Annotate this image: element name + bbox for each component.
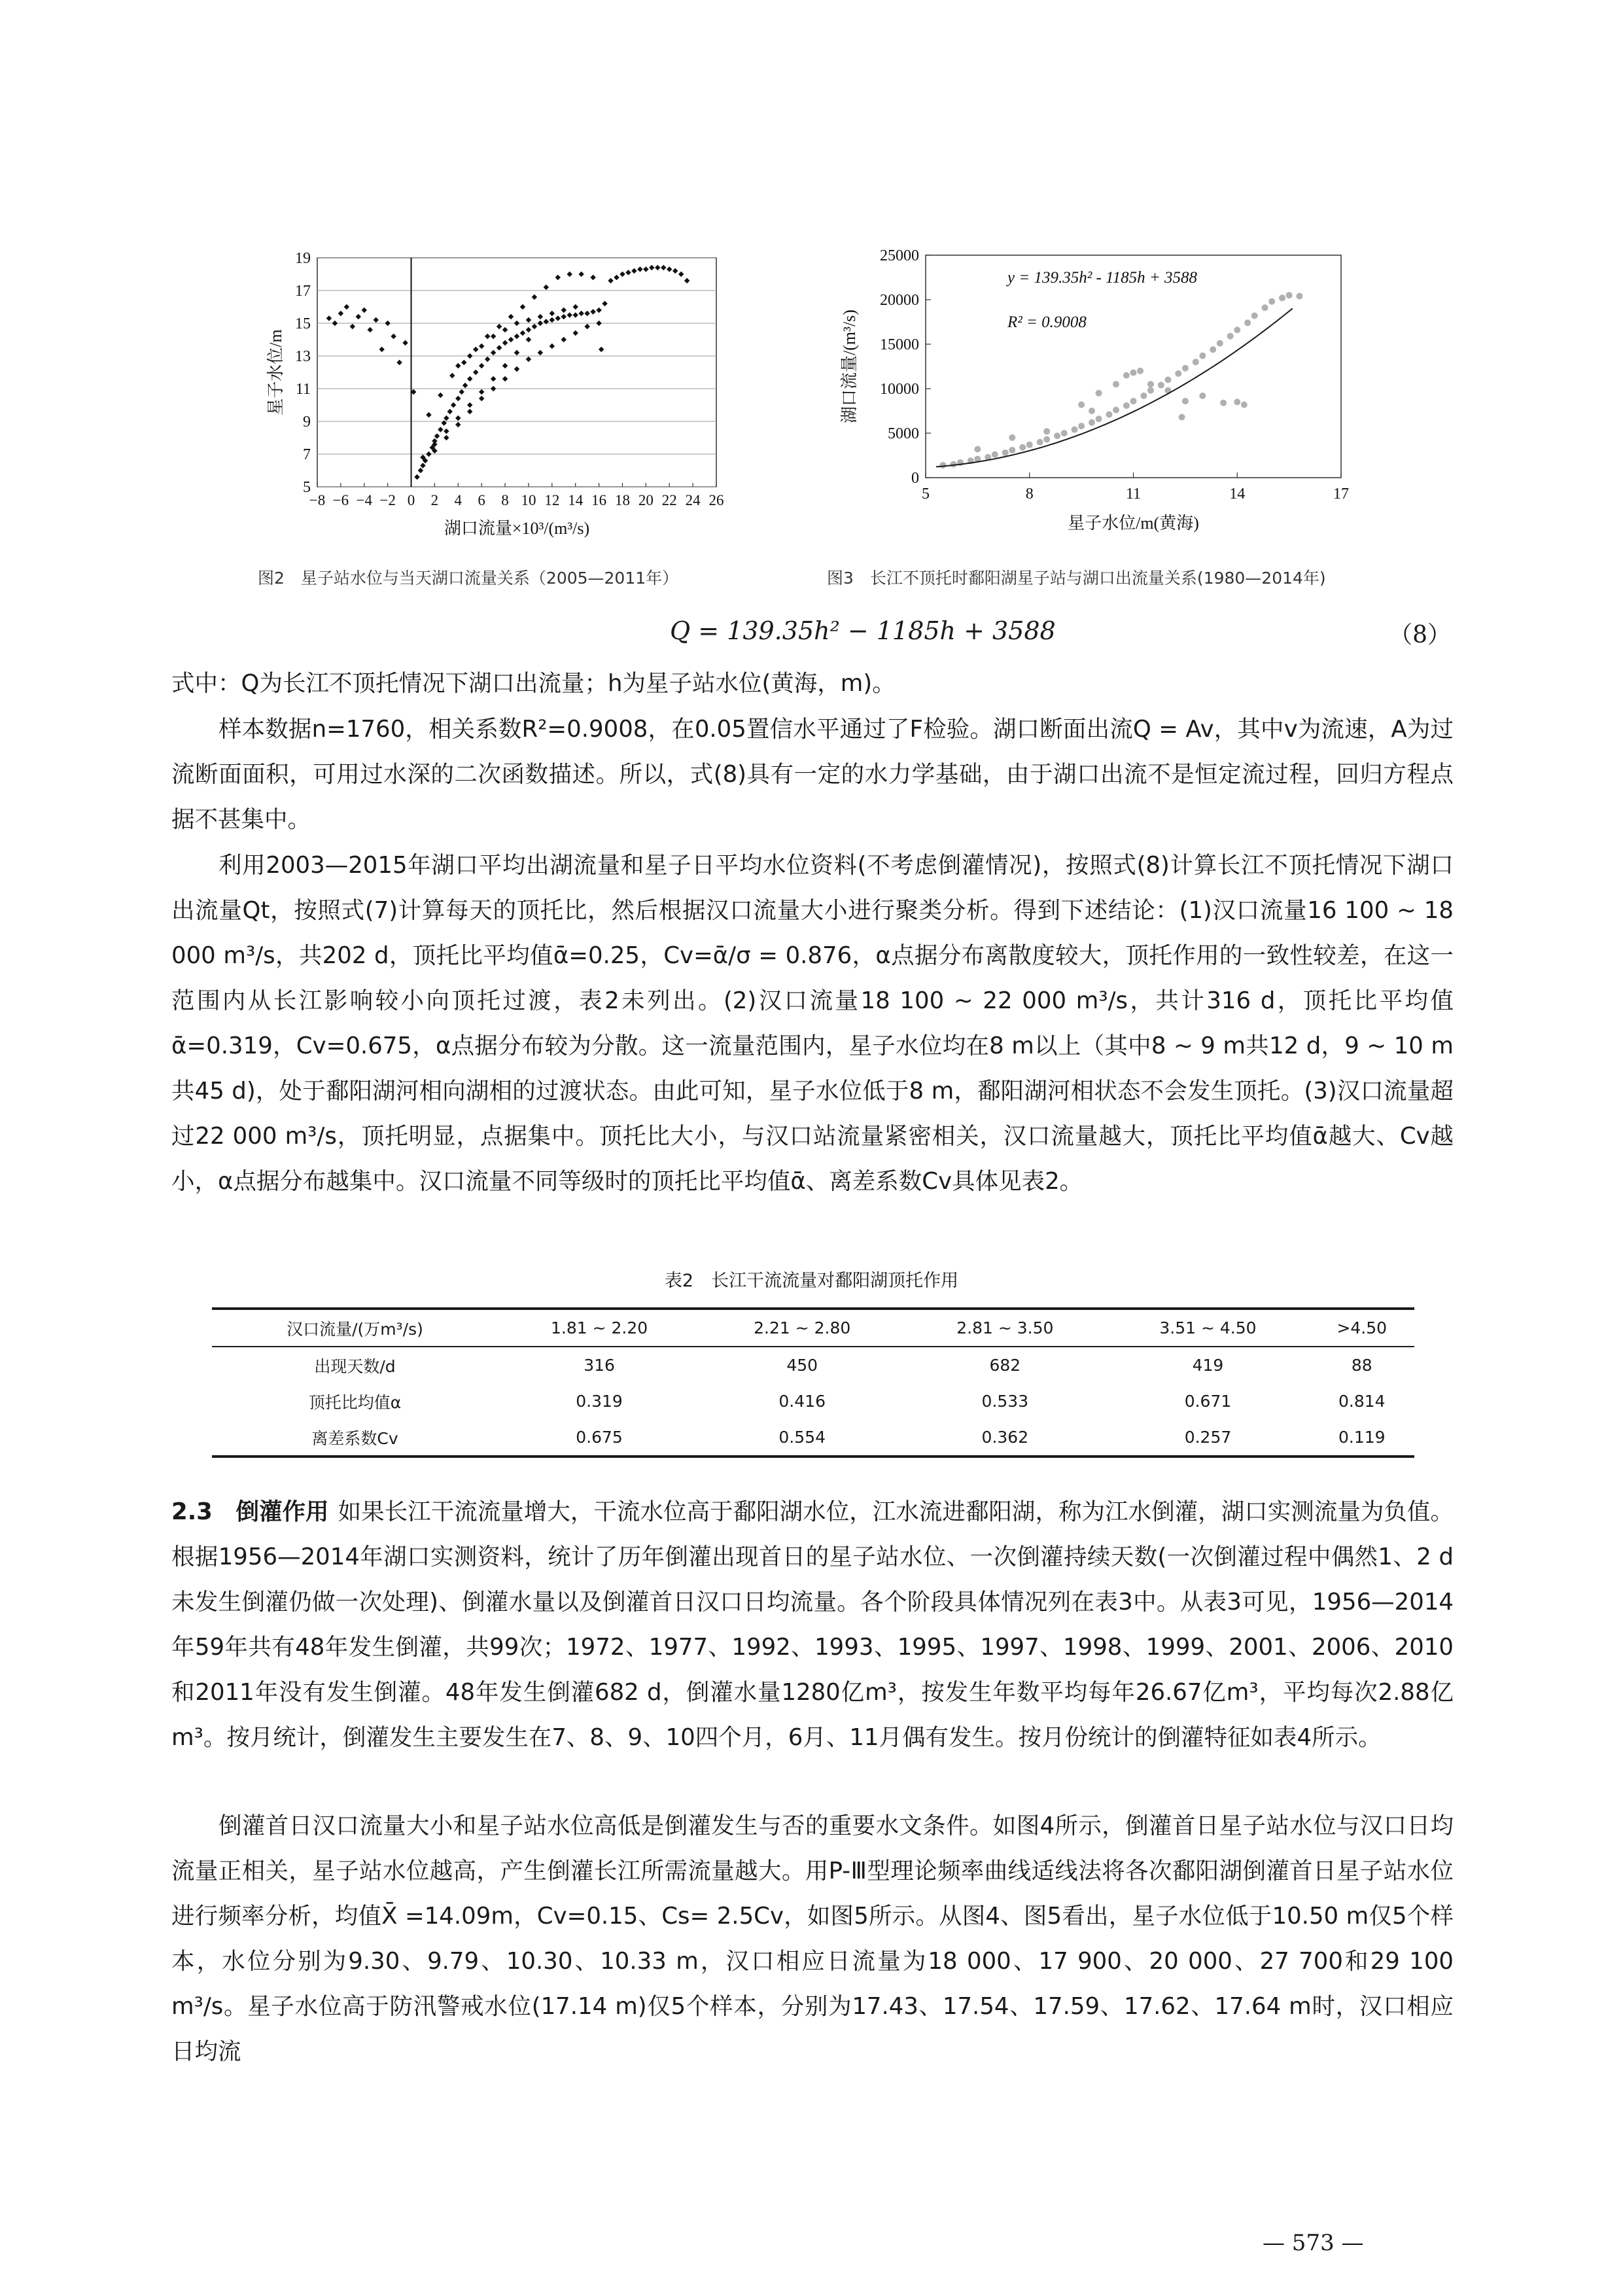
data-point (1043, 428, 1050, 434)
data-point (1096, 415, 1102, 422)
data-point (1043, 436, 1050, 443)
x-tick-label: −8 (309, 492, 326, 508)
data-point (485, 334, 490, 339)
y-tick-label: 7 (303, 446, 311, 463)
data-point (491, 386, 496, 391)
section-title: 倒灌作用 (236, 1498, 329, 1525)
table-cell: 419 (1192, 1356, 1224, 1375)
data-point (326, 315, 332, 321)
data-point (667, 266, 672, 272)
x-tick-label: 14 (568, 492, 584, 508)
equation-8 (171, 616, 1451, 656)
data-point (526, 317, 531, 323)
data-point (491, 376, 496, 381)
x-tick-label: 22 (661, 492, 677, 508)
data-point (526, 337, 531, 342)
data-point (402, 340, 408, 345)
data-point (532, 294, 537, 300)
data-point (385, 321, 390, 326)
data-point (1241, 401, 1248, 408)
data-point (1130, 398, 1137, 404)
data-point (1089, 408, 1095, 414)
table-cell: 顶托比均值α (308, 1392, 402, 1412)
data-point (550, 344, 555, 349)
table-header-cell: 1.81 ~ 2.20 (498, 1309, 701, 1347)
section-2-3-paragraph (171, 1489, 1454, 1760)
x-tick-label: 26 (708, 492, 724, 508)
data-point (497, 345, 502, 350)
data-point (1106, 411, 1112, 417)
plot-frame (926, 255, 1341, 478)
y-tick-label: 20000 (880, 292, 919, 309)
x-tick-label: 0 (407, 492, 415, 508)
data-point (502, 376, 508, 381)
data-point (479, 363, 484, 368)
data-point (455, 415, 461, 421)
data-point (449, 373, 455, 378)
figure-3-scatter-chart (834, 243, 1357, 557)
table-2-caption: 表2 长江干流流量对鄱阳湖顶托作用 (664, 1271, 959, 1291)
data-point (462, 383, 468, 388)
data-point (578, 272, 584, 277)
data-point (379, 347, 384, 352)
data-point (467, 409, 472, 414)
data-point (479, 389, 484, 395)
data-point (584, 311, 589, 316)
data-point (572, 304, 578, 309)
data-point (473, 347, 478, 352)
paragraph-backflow-conditions: 倒灌首日汉口流量大小和星子站水位高低是倒灌发生与否的重要水文条件。如图4所示，倒灌首日星子站水位与汉口日均流量正相关，星子站水位越高，产生倒灌长江所需流量越大。用P-Ⅲ型理论频率曲线适线法将各次鄱阳湖倒灌首日星子站水位进行频率分析，均值X̄ =14.09m，Cv=0.15、Cs= 2.5Cv，如图5所示。从图4、图5看出，星子水位低于10.50 m仅5个样本，水位分别为9.30、9.79、10.30、10.33 m，汉口相应日流量为18 000、17 900、20 000、27 700和29 100 m³/s。星子水位高于防汛警戒水位(17.14 m)仅5个样本，分别为17.43、17.54、17.59、17.62、17.64 m时，汉口相应日均流 (171, 1812, 1454, 2065)
x-tick-label: 17 (1333, 486, 1349, 503)
data-point (426, 451, 431, 457)
data-point (1123, 372, 1130, 379)
data-point (479, 344, 484, 349)
data-point (1140, 393, 1147, 399)
data-point (550, 317, 555, 323)
data-point (514, 366, 519, 372)
data-point (643, 266, 648, 272)
data-point (508, 314, 514, 319)
table-cell: 0.675 (498, 1419, 701, 1457)
data-point (455, 363, 461, 368)
table-header-cell: 3.51 ~ 4.50 (1106, 1309, 1309, 1347)
data-point (1019, 444, 1026, 451)
figure-2-caption: 图2 星子站水位与当天湖口流量关系（2005—2011年） (258, 569, 679, 588)
data-point (1061, 430, 1068, 436)
table-cell: 88 (1351, 1356, 1372, 1375)
data-point (614, 275, 619, 280)
data-point (1199, 353, 1206, 359)
data-point (444, 429, 449, 434)
data-point (455, 396, 461, 401)
data-point (514, 350, 519, 355)
x-tick-label: 16 (591, 492, 607, 508)
data-point (502, 340, 508, 345)
data-point (678, 272, 684, 277)
data-point (414, 474, 419, 480)
data-point (567, 312, 572, 317)
data-point (590, 309, 595, 314)
data-point (578, 311, 584, 316)
data-point (344, 304, 349, 309)
data-point (1026, 442, 1033, 448)
data-point (992, 451, 998, 458)
data-point (1164, 376, 1171, 383)
data-point (544, 285, 549, 290)
x-tick-label: 12 (544, 492, 560, 508)
x-tick-label: 5 (922, 486, 930, 503)
table-cell: 0.671 (1184, 1392, 1232, 1411)
paragraph-where: 式中：Q为长江不顶托情况下湖口出流量；h为星子站水位(黄海，m)。 (171, 670, 896, 697)
data-point (526, 327, 531, 332)
data-point (1078, 401, 1085, 408)
data-point (1199, 393, 1206, 399)
data-point (350, 324, 355, 329)
data-point (572, 312, 578, 317)
data-point (1137, 368, 1143, 374)
data-point (444, 415, 449, 421)
data-point (1262, 304, 1268, 311)
table-cell: 0.533 (981, 1392, 1029, 1411)
data-point (567, 272, 572, 277)
x-tick-label: 20 (638, 492, 654, 508)
x-tick-label: 24 (685, 492, 701, 508)
data-point (338, 311, 343, 316)
x-tick-label: 4 (454, 492, 462, 508)
data-point (396, 360, 402, 365)
data-point (332, 321, 338, 326)
data-point (356, 314, 361, 319)
y-tick-label: 9 (303, 414, 311, 431)
data-point (514, 334, 519, 339)
data-point (631, 268, 637, 274)
table-cell: 0.119 (1310, 1419, 1414, 1457)
x-tick-label: 8 (501, 492, 509, 508)
data-point (1037, 439, 1043, 446)
data-point (599, 347, 604, 352)
y-tick-label: 11 (295, 381, 311, 398)
x-tick-label: 10 (521, 492, 536, 508)
data-point (491, 350, 496, 355)
data-point (1009, 447, 1015, 453)
data-point (497, 324, 502, 329)
data-point (661, 265, 666, 270)
x-tick-label: 14 (1229, 486, 1246, 503)
section-2-3-text: 如果长江干流流量增大，干流水位高于鄱阳湖水位，江水流进鄱阳湖，称为江水倒灌，湖口实测流量为负值。根据1956—2014年湖口实测资料，统计了历年倒灌出现首日的星子站水位、一次倒灌持续天数(一次倒灌过程中偶然1、2 d未发生倒灌仍做一次处理)、倒灌水量以及倒灌首日汉口日均流量。各个阶段具体情况列在表3中。从表3可见，1956—2014年59年共有48年发生倒灌，共99次；1972、1977、1992、1993、1995、1997、1998、1999、2001、2006、2010和2011年没有发生倒灌。48年发生倒灌682 d，倒灌水量1280亿m³，按发生年数平均每年26.67亿m³，平均每次2.88亿m³。按月统计，倒灌发生主要发生在7、8、9、10四个月，6月、11月偶有发生。按月份统计的倒灌特征如表4所示。 (171, 1498, 1454, 1751)
data-point (532, 324, 537, 329)
data-point (520, 330, 525, 336)
data-point (1297, 293, 1303, 300)
table-header-cell: 2.21 ~ 2.80 (701, 1309, 903, 1347)
y-tick-label: 25000 (880, 247, 919, 264)
data-point (451, 402, 456, 408)
data-point (1175, 370, 1181, 377)
data-point (608, 278, 613, 283)
data-point (1113, 407, 1119, 414)
data-point (1089, 419, 1095, 426)
data-point (1054, 433, 1060, 439)
y-axis-label: 湖口流量/(m³/s) (840, 309, 859, 423)
y-tick-label: 15 (295, 315, 311, 332)
data-point (1096, 390, 1102, 397)
data-point (461, 360, 466, 365)
data-point (479, 396, 484, 401)
data-point (526, 357, 531, 362)
equation-8-formula: Q = 139.35h² − 1185h + 3588 (670, 616, 1056, 645)
table-cell: 316 (584, 1356, 615, 1375)
data-point (508, 337, 514, 342)
data-point (473, 370, 478, 375)
y-tick-label: 10000 (880, 381, 919, 398)
r-squared-label: R² = 0.9008 (1007, 313, 1087, 331)
figure-2-scatter-chart (255, 243, 752, 551)
data-point (1130, 370, 1137, 376)
x-tick-label: 8 (1025, 486, 1034, 503)
data-point (373, 317, 378, 323)
data-point (538, 314, 543, 319)
data-point (596, 308, 601, 313)
equation-8-number: （8） (1389, 622, 1451, 648)
data-point (1072, 427, 1078, 433)
data-point (590, 275, 595, 280)
data-point (391, 334, 396, 339)
data-point (655, 265, 660, 270)
data-point (620, 272, 625, 277)
data-point (649, 265, 654, 270)
data-point (1279, 294, 1285, 301)
table-cell: 682 (989, 1356, 1021, 1375)
data-point (459, 389, 464, 395)
data-point (602, 301, 607, 306)
x-axis-label: 湖口流量×10³/(m³/s) (444, 519, 590, 538)
paragraph-sample-data: 样本数据n=1760，相关系数R²=0.9008，在0.05置信水平通过了F检验。湖口断面出流Q = Av，其中v为流速，A为过流断面面积，可用过水深的二次函数描述。所以，式(8)具有一定的水力学基础，由于湖口出流不是恒定流过程，回归方程点据不甚集中。 (171, 716, 1454, 833)
table-cell: 出现天数/d (314, 1356, 396, 1376)
table-cell: 0.554 (701, 1419, 903, 1457)
data-point (1234, 398, 1240, 405)
y-tick-label: 15000 (880, 336, 919, 353)
data-point (637, 266, 642, 272)
data-point (672, 268, 678, 274)
data-point (625, 270, 631, 275)
y-tick-label: 13 (295, 348, 311, 365)
data-point (1182, 365, 1189, 372)
data-point (1123, 402, 1130, 409)
data-point (561, 308, 567, 313)
data-point (362, 308, 367, 313)
table-2 (212, 1307, 1414, 1458)
data-point (455, 422, 461, 427)
table-header-cell: >4.50 (1310, 1309, 1414, 1347)
data-point (1147, 387, 1154, 394)
paragraph-analysis: 利用2003—2015年湖口平均出湖流量和星子日平均水位资料(不考虑倒灌情况)，按照式(8)计算长江不顶托情况下湖口出流量Qt，按照式(7)计算每天的顶托比，然后根据汉口流量大小进行聚类分析。得到下述结论：(1)汉口流量16 100 ~ 18 000 m³/s，共202 d，顶托比平均值ᾱ=0.25，Cv=ᾱ/σ = 0.876，α点据分布离散度较大，顶托作用的一致性较差，在这一范围内从长江影响较小向顶托过渡，表2未列出。(2)汉口流量18 100 ~ 22 000 m³/s，共计316 d，顶托比平均值ᾱ=0.319，Cv=0.675，α点据分布较为分散。这一流量范围内，星子水位均在8 m以上（其中8 ~ 9 m共12 d，9 ~ 10 m共45 d)，处于鄱阳湖河相向湖相的过渡状态。由此可知，星子水位低于8 m，鄱阳湖河相状态不会发生顶托。(3)汉口流量超过22 000 m³/s，顶托明显，点据集中。顶托比大小，与汉口站流量紧密相关，汉口流量越大，顶托比平均值ᾱ越大、Cv越小，α点据分布越集中。汉口流量不同等级时的顶托比平均值ᾱ、离差系数Cv具体见表2。 (171, 852, 1454, 1195)
table-row (212, 1347, 1414, 1383)
table-cell: 离差系数Cv (212, 1419, 498, 1457)
fit-equation-label: y = 139.35h² - 1185h + 3588 (1007, 269, 1198, 287)
data-point (1193, 359, 1199, 365)
data-point (1009, 434, 1015, 441)
y-tick-label: 19 (295, 250, 311, 267)
data-point (444, 435, 449, 440)
data-point (418, 468, 423, 473)
data-point (561, 314, 567, 319)
data-point (1002, 450, 1009, 456)
data-point (1217, 340, 1223, 347)
y-tick-label: 5 (303, 479, 311, 496)
data-point (434, 433, 440, 438)
data-point (467, 402, 472, 408)
x-axis-label: 星子水位/m(黄海) (1068, 514, 1199, 533)
data-point (1227, 333, 1234, 340)
x-tick-label: −6 (332, 492, 349, 508)
table-cell: 0.814 (1338, 1392, 1386, 1411)
data-point (1244, 319, 1251, 326)
data-point (596, 321, 601, 326)
data-point (467, 376, 472, 381)
table-cell: 0.257 (1106, 1419, 1309, 1457)
y-axis-label: 星子水位/m (266, 329, 285, 415)
data-point (1113, 381, 1119, 387)
table-header-cell: 汉口流量/(万m³/s) (212, 1309, 498, 1347)
data-point (1182, 398, 1189, 404)
section-number: 2.3 (171, 1498, 213, 1525)
table-header-row (212, 1309, 1414, 1347)
data-point (1078, 423, 1085, 429)
data-point (485, 357, 490, 362)
plot-frame (317, 258, 716, 487)
data-point (502, 327, 508, 332)
data-point (572, 330, 578, 336)
y-tick-label: 17 (295, 283, 311, 300)
data-point (538, 350, 543, 355)
y-tick-label: 0 (911, 470, 919, 487)
data-point (1286, 292, 1293, 298)
data-point (438, 427, 443, 432)
table-cell: 0.319 (576, 1392, 623, 1411)
data-point (514, 321, 519, 326)
data-point (555, 315, 561, 321)
data-point (974, 446, 981, 452)
data-point (367, 327, 372, 332)
data-point (420, 463, 425, 468)
x-tick-label: −2 (379, 492, 396, 508)
data-point (426, 412, 431, 417)
data-point (939, 462, 946, 468)
data-point (502, 363, 508, 368)
data-point (1158, 382, 1164, 389)
data-point (561, 337, 567, 342)
data-point (491, 334, 496, 339)
table-cell: 450 (786, 1356, 818, 1375)
figure-3-caption: 图3 长江不顶托时鄱阳湖星子站与湖口出流量关系(1980—2014年) (827, 569, 1326, 588)
data-point (684, 278, 689, 283)
data-point (1220, 400, 1227, 406)
x-tick-label: 11 (1125, 486, 1142, 503)
data-point (1251, 312, 1258, 319)
table-row (212, 1419, 1414, 1457)
x-tick-label: 2 (430, 492, 439, 508)
table-header-cell: 2.81 ~ 3.50 (903, 1309, 1106, 1347)
table-row (212, 1383, 1414, 1419)
data-point (1210, 346, 1216, 353)
x-tick-label: 6 (478, 492, 485, 508)
data-point (520, 304, 525, 309)
table-cell: 0.362 (903, 1419, 1106, 1457)
x-tick-label: −4 (356, 492, 373, 508)
data-point (584, 324, 589, 329)
page-number: — 573 — (1263, 2230, 1364, 2256)
table-cell: 0.416 (778, 1392, 826, 1411)
y-tick-label: 5000 (888, 425, 919, 442)
data-point (447, 409, 452, 414)
data-point (1147, 381, 1154, 387)
data-point (538, 321, 543, 326)
x-tick-label: 18 (614, 492, 630, 508)
data-point (438, 393, 443, 398)
data-point (1268, 298, 1275, 305)
data-point (1234, 327, 1240, 333)
data-point (555, 275, 561, 280)
data-point (467, 353, 472, 359)
data-point (1179, 414, 1185, 421)
data-point (550, 311, 555, 316)
